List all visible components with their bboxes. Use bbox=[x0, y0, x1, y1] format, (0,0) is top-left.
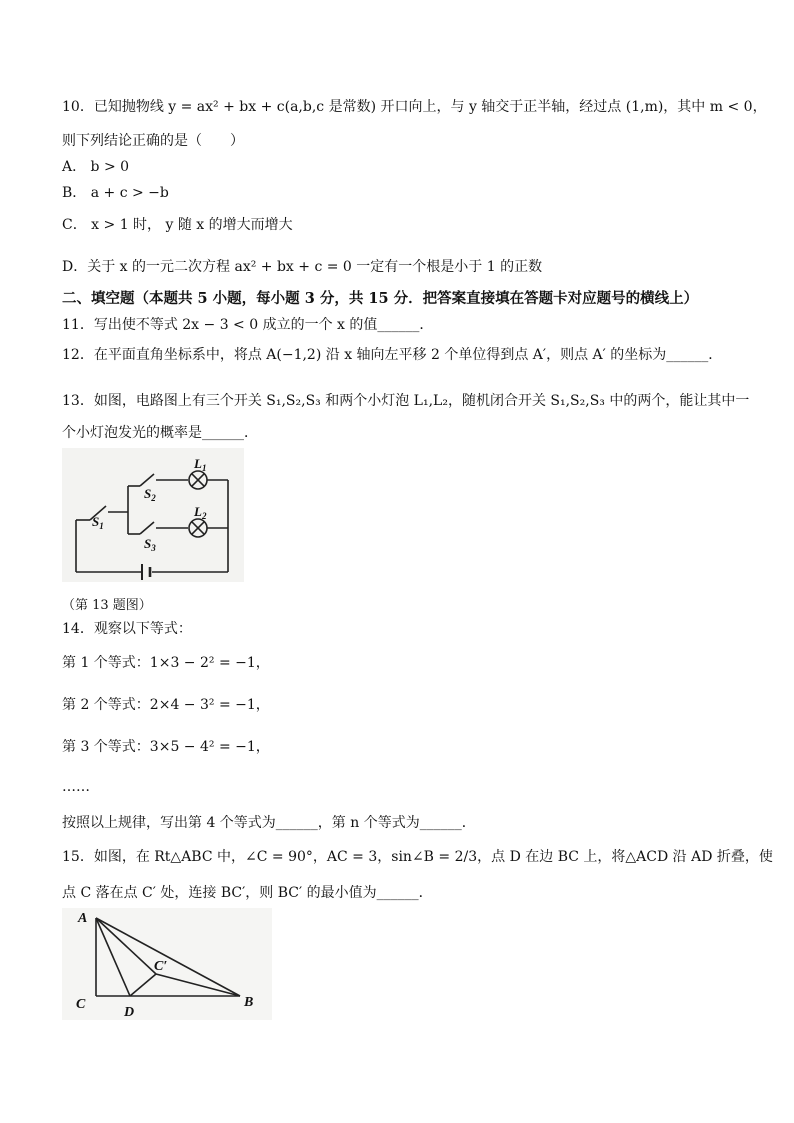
q15-stem-line2: 点 C 落在点 C′ 处，连接 BC′，则 BC′ 的最小值为______． bbox=[62, 885, 433, 901]
q13-stem-line1: 13．如图，电路图上有三个开关 S₁,S₂,S₃ 和两个小灯泡 L₁,L₂，随机闭合开关 S₁,S₂,S₃ 中的两个，能让其中一 bbox=[62, 393, 750, 409]
q13-stem-line2: 个小灯泡发光的概率是______． bbox=[62, 425, 258, 441]
q10-option-a: A． b > 0 bbox=[62, 159, 130, 175]
label-d: D bbox=[124, 1005, 135, 1020]
figure13-caption: （第 13 题图） bbox=[62, 598, 152, 613]
q10-option-b: B． a + c > −b bbox=[62, 185, 169, 201]
q12-text: 12．在平面直角坐标系中，将点 A(−1,2) 沿 x 轴向左平移 2 个单位得到点 A′，则点 A′ 的坐标为______． bbox=[62, 347, 723, 363]
label-s3: $S_3$ bbox=[144, 536, 156, 553]
label-c-prime: C′ bbox=[154, 959, 168, 974]
label-a: A bbox=[78, 911, 88, 926]
section2-heading: 二、填空题（本题共 5 小题，每小题 3 分，共 15 分．把答案直接填在答题卡对应题号的横线上） bbox=[62, 290, 699, 307]
label-s1: $S_1$ bbox=[92, 514, 104, 531]
label-c: C bbox=[76, 997, 86, 1012]
q15-stem-line1: 15．如图，在 Rt△ABC 中，∠C = 90°，AC = 3，sin∠B = 2/3，点 D 在边 BC 上，将△ACD 沿 AD 折叠，使 bbox=[62, 849, 773, 865]
label-b: B bbox=[244, 995, 254, 1010]
q14-equation-2: 第 2 个等式：2×4 − 3² = −1， bbox=[62, 697, 270, 713]
label-s2: $S_2$ bbox=[144, 486, 156, 503]
q14-equation-3: 第 3 个等式：3×5 − 4² = −1， bbox=[62, 739, 270, 755]
q14-intro: 14．观察以下等式： bbox=[62, 621, 192, 637]
q14-equation-1: 第 1 个等式：1×3 − 2² = −1， bbox=[62, 655, 270, 671]
label-l1: $L_1$ bbox=[194, 456, 207, 473]
q11-text: 11．写出使不等式 2x − 3 < 0 成立的一个 x 的值______． bbox=[62, 317, 434, 333]
q14-question: 按照以上规律，写出第 4 个等式为______，第 n 个等式为______． bbox=[62, 815, 476, 831]
q10-option-d: D．关于 x 的一元二次方程 ax² + bx + c = 0 一定有一个根是小于 1 的正数 bbox=[62, 259, 543, 275]
q10-stem-line1: 10．已知抛物线 y = ax² + bx + c(a,b,c 是常数) 开口向上，与 y 轴交于正半轴，经过点 (1,m)，其中 m < 0， bbox=[62, 99, 767, 115]
q10-stem-line2: 则下列结论正确的是（ ） bbox=[62, 133, 244, 149]
q10-option-c: C． x > 1 时， y 随 x 的增大而增大 bbox=[62, 217, 293, 233]
q14-ellipsis: …… bbox=[62, 779, 90, 795]
label-l2: $L_2$ bbox=[194, 504, 207, 521]
circuit-diagram bbox=[62, 448, 244, 582]
triangle-diagram bbox=[62, 908, 272, 1020]
